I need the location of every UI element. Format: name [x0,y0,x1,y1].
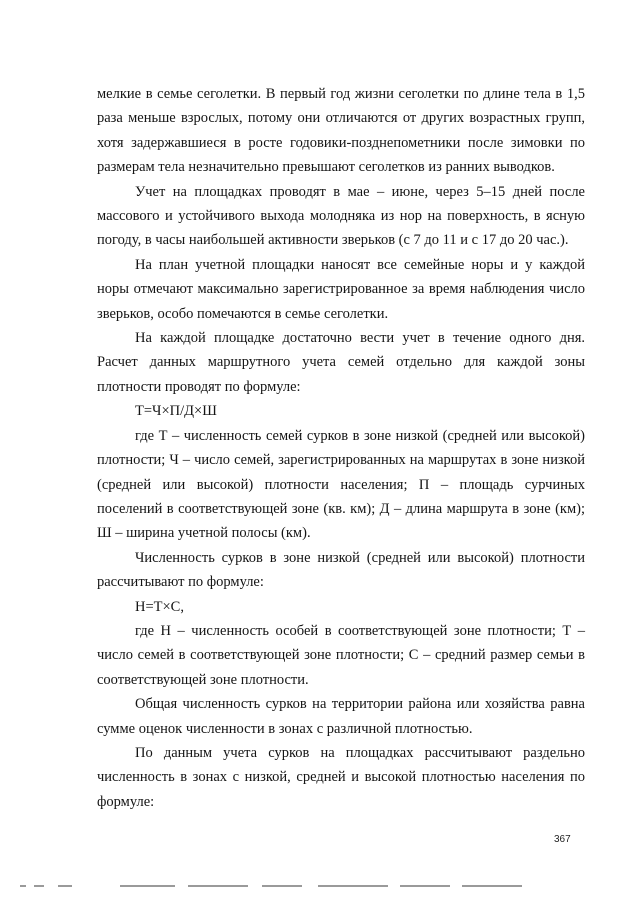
paragraph-2: Учет на площадках проводят в мае – июне, через 5–15 дней после массового и устойчивого выхода молодняка из нор на поверхность, в ясную погоду, в часы наибольшей активности зверьков (с 7 до 11 и с 17 до 20 час.). [97,183,585,249]
scan-mark [462,885,522,887]
scan-mark [58,885,72,887]
paragraph-5: где Т – численность семей сурков в зоне низкой (средней или высокой) плотности; Ч – число семей, зарегистрированных на маршрутах в зоне низкой (средней или высокой) плотности населения; П – площадь сурчиных поселений в соответствующей зоне (кв. км); Д – длина маршрута в зоне (км); Ш – ширина учетной полосы (км). [97,427,585,542]
paragraph-3: На план учетной площадки наносят все семейные норы и у каждой норы отмечают максимально зарегистрированное за время наблюдения число зверьков, особо помечаются в семье сеголетки. [97,256,585,322]
scan-mark [188,885,248,887]
paragraph-8: Общая численность сурков на территории района или хозяйства равна сумме оценок численности в зонах с различной плотностью. [97,696,585,737]
scan-mark [20,885,26,887]
scan-mark [262,885,302,887]
paragraph-6: Численность сурков в зоне низкой (средней или высокой) плотности рассчитывают по формуле: [97,549,585,591]
scan-mark [120,885,175,887]
formula-1: Т=Ч×П/Д×Ш [135,403,217,420]
document-body [97,82,585,814]
paragraph-7: где Н – численность особей в соответствующей зоне плотности; Т – число семей в соответствующей зоне плотности; С – средний размер семьи в соответствующей зоне плотности. [97,622,585,688]
scan-mark [34,885,44,887]
scan-artifact-strip [0,880,640,894]
scan-mark [400,885,450,887]
page-number: 367 [554,834,571,845]
paragraph-9: По данным учета сурков на площадках рассчитывают раздельно численность в зонах с низкой, средней и высокой плотностью населения по формуле: [97,744,585,810]
paragraph-1: мелкие в семье сеголетки. В первый год жизни сеголетки по длине тела в 1,5 раза меньше взрослых, потому они отличаются от других возрастных групп, хотя задержавшиеся в росте годовики-позднепометники после зимовки по размерам тела незначительно превышают сеголетков из ранних выводков. [97,86,585,176]
formula-2: Н=Т×С, [135,598,184,615]
scan-mark [318,885,388,887]
paragraph-4: На каждой площадке достаточно вести учет в течение одного дня. Расчет данных маршрутного учета семей отдельно для каждой зоны плотности проводят по формуле: [97,330,585,395]
